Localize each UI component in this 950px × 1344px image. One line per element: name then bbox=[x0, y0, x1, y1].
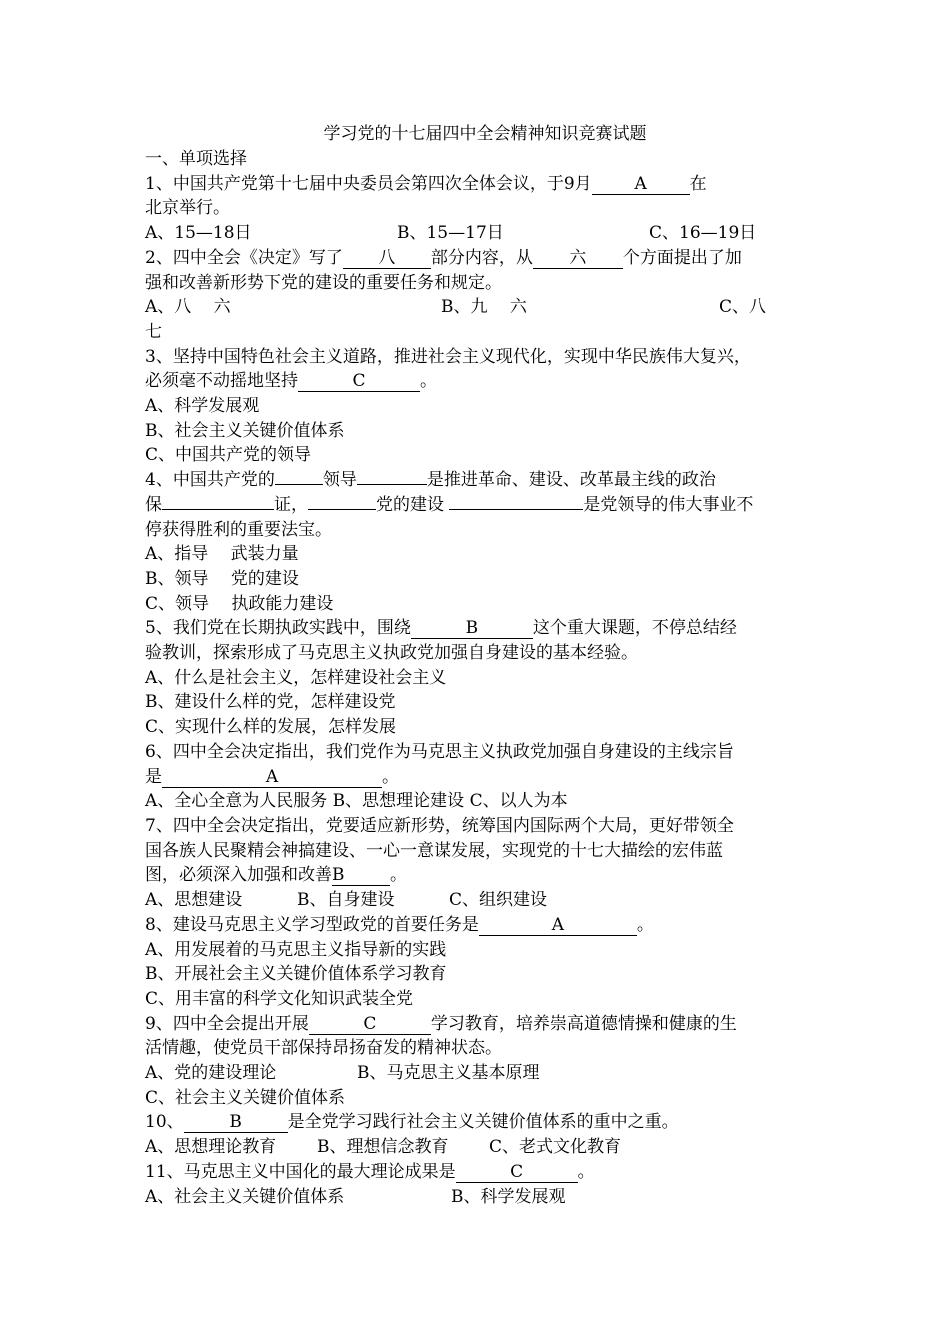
page-title: 学习党的十七届四中全会精神知识竞赛试题 bbox=[323, 124, 647, 144]
question-11: 11、马克思主义中国化的最大理论成果是 C 。 bbox=[145, 1161, 595, 1182]
option-a: A、思想建设 bbox=[145, 890, 243, 911]
question-4-cont2: 停获得胜利的重要法宝。 bbox=[145, 519, 332, 540]
answer-blank bbox=[275, 484, 323, 485]
answer-blank: C bbox=[456, 1162, 578, 1183]
option-c: C、八 bbox=[719, 297, 767, 318]
question-8: 8、建设马克思主义学习型政党的首要任务是 A 。 bbox=[145, 914, 654, 935]
option-c: C、用丰富的科学文化知识武装全党 bbox=[145, 988, 414, 1009]
question-2: 2、四中全会《决定》写了 八 部分内容，从 六 个方面提出了加 bbox=[145, 247, 742, 268]
option-c: C、中国共产党的领导 bbox=[145, 445, 312, 466]
question-1-options bbox=[145, 221, 825, 246]
option-b: B、建设什么样的党，怎样建设党 bbox=[145, 692, 396, 713]
question-6-cont: 是 A 。 bbox=[145, 766, 399, 787]
question-9: 9、四中全会提出开展 C 学习教育，培养崇高道德情操和健康的生 bbox=[145, 1013, 737, 1034]
question-7-cont: 国各族人民聚精会神搞建设、一心一意谋发展，实现党的十七大描绘的宏伟蓝 bbox=[145, 840, 723, 861]
question-10: 10、 B 是全党学习践行社会主义关键价值体系的重中之重。 bbox=[145, 1112, 679, 1133]
option-b: B、九 六 bbox=[441, 297, 527, 318]
answer-blank: 六 bbox=[533, 248, 623, 269]
option-a: A、党的建设理论 bbox=[145, 1063, 277, 1084]
option-b: B、领导 党的建设 bbox=[145, 568, 299, 589]
question-6-options: A、全心全意为人民服务 B、思想理论建设 C、以人为本 bbox=[145, 791, 568, 812]
question-3: 3、坚持中国特色社会主义道路，推进社会主义现代化，实现中华民族伟大复兴， bbox=[145, 346, 751, 367]
option-a: A、社会主义关键价值体系 bbox=[145, 1186, 345, 1207]
option-b: B、马克思主义基本原理 bbox=[357, 1063, 540, 1084]
option-c: C、领导 执政能力建设 bbox=[145, 593, 334, 614]
question-7: 7、四中全会决定指出，党要适应新形势，统筹国内国际两个大局，更好带领全 bbox=[145, 815, 734, 836]
question-3-cont: 必须毫不动摇地坚持 C 。 bbox=[145, 371, 437, 392]
question-1-cont: 北京举行。 bbox=[145, 198, 230, 219]
question-11-options bbox=[145, 1185, 825, 1210]
option-c: C、组织建设 bbox=[449, 890, 548, 911]
option-c: C、16—19日 bbox=[649, 223, 757, 244]
section-heading: 一、单项选择 bbox=[145, 149, 247, 169]
answer-blank: A bbox=[592, 174, 690, 195]
option-b: B、社会主义关键价值体系 bbox=[145, 420, 345, 441]
question-9-options bbox=[145, 1061, 825, 1086]
option-a: A、思想理论教育 bbox=[145, 1137, 277, 1158]
question-5: 5、我们党在长期执政实践中，围绕 B 这个重大课题，不停总结经 bbox=[145, 618, 737, 639]
answer-blank: 八 bbox=[343, 248, 431, 269]
answer-blank: B bbox=[184, 1112, 288, 1133]
question-7-cont2: 图，必须深入加强和改善B 。 bbox=[145, 865, 407, 886]
answer-blank: C bbox=[309, 1014, 431, 1035]
option-a: A、科学发展观 bbox=[145, 396, 260, 417]
answer-blank: A bbox=[479, 915, 637, 936]
option-a: A、八 六 bbox=[145, 297, 231, 318]
question-7-options bbox=[145, 888, 825, 913]
option-b: B、自身建设 bbox=[297, 890, 395, 911]
question-2-options bbox=[145, 295, 825, 320]
question-2-cont: 强和改善新形势下党的建设的重要任务和规定。 bbox=[145, 272, 502, 293]
question-4-cont: 保 证， 党的建设 是党领导的伟大事业不 bbox=[145, 494, 754, 515]
answer-blank bbox=[308, 509, 376, 510]
option-c: C、实现什么样的发展，怎样发展 bbox=[145, 717, 397, 738]
answer-blank bbox=[357, 484, 427, 485]
question-4: 4、中国共产党的 领导 是推进革命、建设、改革最主线的政治 bbox=[145, 470, 716, 491]
option-b: B、开展社会主义关键价值体系学习教育 bbox=[145, 964, 447, 985]
question-1: 1、中国共产党第十七届中央委员会第四次全体会议，于9月 A 在 bbox=[145, 173, 707, 194]
option-b: B、科学发展观 bbox=[451, 1186, 566, 1207]
option-a: A、15—18日 bbox=[145, 223, 252, 244]
question-9-cont: 活情趣，使党员干部保持昂扬奋发的精神状态。 bbox=[145, 1038, 502, 1059]
answer-blank: B bbox=[411, 618, 533, 639]
question-10-options bbox=[145, 1135, 825, 1160]
option-b: B、15—17日 bbox=[397, 223, 504, 244]
answer-blank bbox=[449, 509, 583, 510]
option-a: A、用发展着的马克思主义指导新的实践 bbox=[145, 939, 447, 960]
answer-blank: C bbox=[298, 371, 420, 392]
option-b: B、理想信念教育 bbox=[317, 1137, 449, 1158]
question-5-cont: 验教训，探索形成了马克思主义执政党加强自身建设的基本经验。 bbox=[145, 643, 638, 664]
question-6: 6、四中全会决定指出，我们党作为马克思主义执政党加强自身建设的主线宗旨 bbox=[145, 741, 734, 762]
answer-blank: A bbox=[162, 767, 382, 788]
answer-blank bbox=[162, 509, 274, 510]
answer-blank: B bbox=[332, 865, 390, 886]
option-a: A、指导 武装力量 bbox=[145, 544, 299, 565]
question-2-option-c-cont: 七 bbox=[145, 321, 162, 342]
option-a: A、什么是社会主义，怎样建设社会主义 bbox=[145, 667, 447, 688]
option-c: C、社会主义关键价值体系 bbox=[145, 1087, 346, 1108]
exam-page bbox=[145, 122, 825, 1209]
option-c: C、老式文化教育 bbox=[489, 1137, 622, 1158]
